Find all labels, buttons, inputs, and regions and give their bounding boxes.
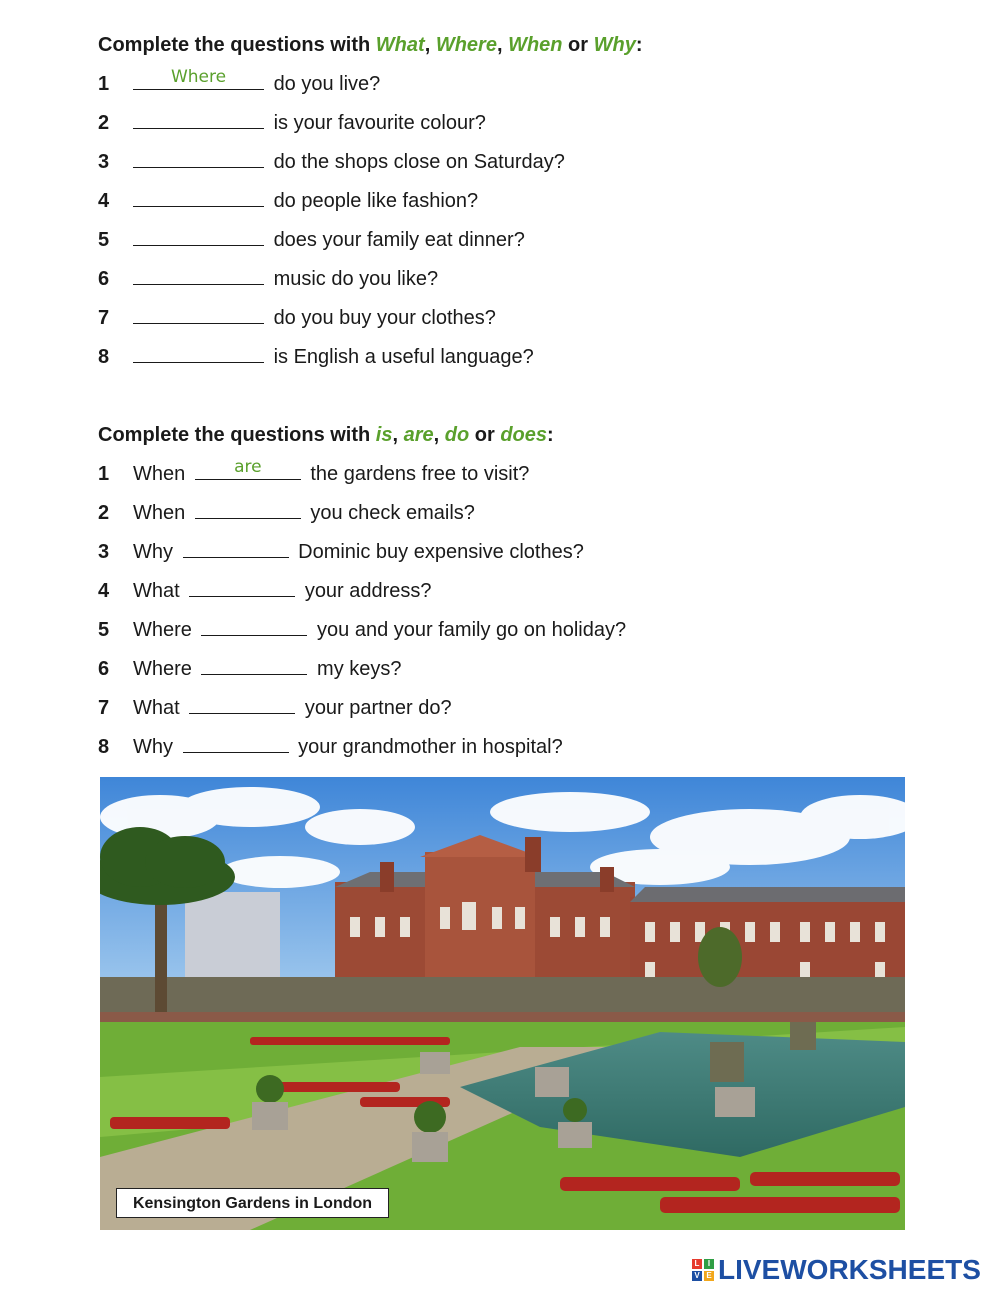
answer-blank[interactable]: [133, 227, 264, 246]
question-text: [133, 227, 525, 253]
answer-blank[interactable]: [195, 500, 301, 519]
heading-text: Complete the questions with: [98, 34, 376, 56]
answer-blank[interactable]: [133, 149, 264, 168]
question-prefix: Why: [133, 736, 173, 758]
question-number: 5: [98, 619, 110, 641]
heading-text: or: [562, 34, 594, 56]
question-suffix: music do you like?: [273, 268, 439, 290]
question-suffix: do the shops close on Saturday?: [273, 151, 565, 173]
heading-keyword: Where: [435, 34, 497, 56]
question-suffix: do people like fashion?: [273, 190, 479, 212]
question-prefix: When: [133, 502, 186, 524]
answer-blank[interactable]: [183, 539, 289, 558]
question-prefix: When: [133, 463, 186, 485]
heading-keyword: Why: [593, 34, 636, 56]
section1-heading: [98, 34, 643, 57]
heading-text: ,: [424, 34, 436, 56]
logo-squares-icon: [692, 1259, 714, 1281]
heading-text: ,: [433, 424, 445, 446]
heading-keyword: does: [500, 424, 548, 446]
question-number: 1: [98, 73, 110, 95]
question-suffix: is your favourite colour?: [273, 112, 486, 134]
question-suffix: is English a useful language?: [273, 346, 534, 368]
question-text: [133, 734, 563, 760]
heading-keyword: is: [375, 424, 393, 446]
answer-blank[interactable]: [189, 695, 295, 714]
logo-letter: E: [704, 1271, 714, 1281]
question-text: [133, 266, 438, 292]
question-suffix: does your family eat dinner?: [273, 229, 525, 251]
answer-blank[interactable]: [133, 110, 264, 129]
question-number: 1: [98, 463, 110, 485]
answer-blank[interactable]: [133, 305, 264, 324]
question-suffix: do you live?: [273, 73, 381, 95]
question-number: 7: [98, 307, 110, 329]
photo-caption: Kensington Gardens in London: [116, 1188, 389, 1218]
question-number: 8: [98, 736, 110, 758]
question-prefix: Where: [133, 658, 192, 680]
question-text: [133, 344, 534, 370]
logo-text: LIVEWORKSHEETS: [718, 1254, 981, 1285]
question-text: [133, 457, 530, 487]
question-prefix: What: [133, 697, 180, 719]
logo-letter: L: [692, 1259, 702, 1269]
heading-text: ,: [392, 424, 404, 446]
answer-blank[interactable]: [201, 656, 307, 675]
question-text: [133, 67, 381, 97]
answer-text: Where: [170, 67, 227, 87]
heading-text: :: [635, 34, 643, 56]
question-number: 2: [98, 502, 110, 524]
heading-text: or: [469, 424, 501, 446]
answer-blank[interactable]: [133, 266, 264, 285]
question-text: [133, 305, 496, 331]
question-text: [133, 188, 478, 214]
heading-keyword: When: [508, 34, 563, 56]
question-suffix: your address?: [304, 580, 432, 602]
question-suffix: Dominic buy expensive clothes?: [298, 541, 584, 563]
question-prefix: What: [133, 580, 180, 602]
question-number: 6: [98, 658, 110, 680]
answer-blank[interactable]: [189, 578, 295, 597]
heading-text: :: [547, 424, 554, 446]
question-number: 3: [98, 151, 110, 173]
question-number: 2: [98, 112, 110, 134]
liveworksheets-logo[interactable]: [692, 1255, 981, 1285]
answer-blank[interactable]: [133, 67, 264, 90]
section2-heading: [98, 424, 554, 447]
question-number: 3: [98, 541, 110, 563]
question-text: [133, 110, 486, 136]
question-number: 8: [98, 346, 110, 368]
question-text: [133, 656, 402, 682]
answer-text: are: [234, 457, 262, 477]
question-number: 7: [98, 697, 110, 719]
heading-text: ,: [496, 34, 509, 56]
question-suffix: my keys?: [317, 658, 402, 680]
question-suffix: your partner do?: [304, 697, 452, 719]
heading-keyword: do: [444, 424, 470, 446]
heading-keyword: are: [403, 424, 434, 446]
question-prefix: Why: [133, 541, 173, 563]
heading-text: Complete the questions with: [98, 424, 376, 446]
question-suffix: your grandmother in hospital?: [298, 736, 563, 758]
question-number: 4: [98, 190, 110, 212]
answer-blank[interactable]: [133, 344, 264, 363]
question-number: 5: [98, 229, 110, 251]
logo-letter: V: [692, 1271, 702, 1281]
answer-blank[interactable]: [195, 457, 301, 480]
logo-letter: I: [704, 1259, 714, 1269]
question-text: [133, 539, 584, 565]
question-number: 6: [98, 268, 110, 290]
kensington-gardens-photo: [100, 777, 905, 1230]
question-text: [133, 149, 565, 175]
question-suffix: you check emails?: [310, 502, 475, 524]
question-text: [133, 695, 452, 721]
answer-blank[interactable]: [183, 734, 289, 753]
question-text: [133, 617, 626, 643]
question-prefix: Where: [133, 619, 192, 641]
answer-blank[interactable]: [133, 188, 264, 207]
heading-keyword: What: [375, 34, 425, 56]
question-suffix: do you buy your clothes?: [273, 307, 496, 329]
question-text: [133, 578, 432, 604]
question-suffix: the gardens free to visit?: [310, 463, 530, 485]
question-suffix: you and your family go on holiday?: [317, 619, 627, 641]
question-number: 4: [98, 580, 110, 602]
question-text: [133, 500, 475, 526]
answer-blank[interactable]: [201, 617, 307, 636]
